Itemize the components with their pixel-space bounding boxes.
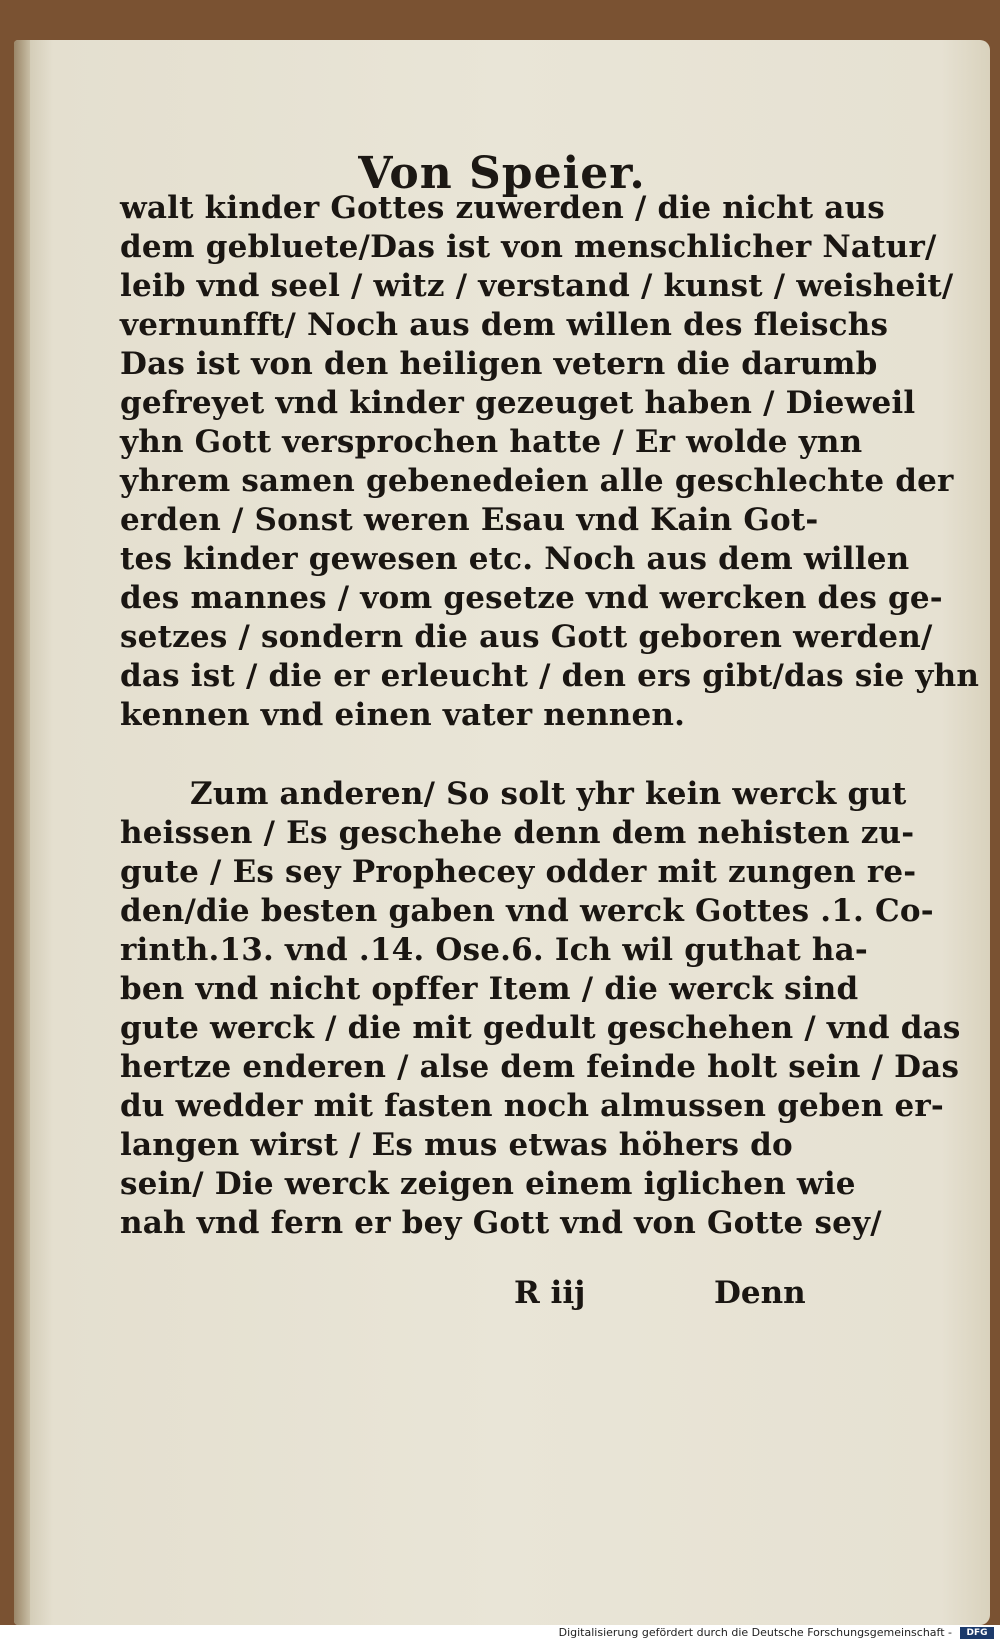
text-line: erden / Sonst weren Esau vnd Kain Got-: [120, 502, 819, 538]
text-line: dem gebluete/Das ist von menschlicher Natur/: [120, 229, 937, 265]
text-line: den/die besten gaben vnd werck Gottes .1. Co-: [120, 893, 934, 929]
text-line: sein/ Die werck zeigen einem iglichen wie: [120, 1166, 856, 1202]
text-line: tes kinder gewesen etc. Noch aus dem willen: [120, 541, 910, 577]
text-line: yhrem samen gebenedeien alle geschlechte der: [120, 463, 954, 499]
text-line: Das ist von den heiligen vetern die darumb: [120, 346, 878, 382]
text-line: nah vnd fern er bey Gott vnd von Gotte sey/: [120, 1205, 882, 1241]
text-line: yhn Gott versprochen hatte / Er wolde ynn: [120, 424, 863, 460]
text-line: gute / Es sey Prophecey odder mit zungen re-: [120, 854, 917, 890]
text-line: kennen vnd einen vater nennen.: [120, 697, 686, 733]
text-line: ben vnd nicht opffer Item / die werck sind: [120, 971, 859, 1007]
text-line: leib vnd seel / witz / verstand / kunst / weisheit/: [120, 268, 954, 304]
signature-mark: R iij: [514, 1275, 586, 1311]
page-gutter: [14, 40, 30, 1625]
footer-credit: Digitalisierung gefördert durch die Deutsche Forschungsgemeinschaft -: [558, 1626, 952, 1639]
text-line: gefreyet vnd kinder gezeuget haben / Dieweil: [120, 385, 916, 421]
text-line: Zum anderen/ So solt yhr kein werck gut: [190, 776, 907, 812]
text-line: hertze enderen / alse dem feinde holt sein / Das: [120, 1049, 960, 1085]
dfg-logo: DFG: [960, 1627, 994, 1639]
text-line: des mannes / vom gesetze vnd wercken des ge-: [120, 580, 943, 616]
text-line: du wedder mit fasten noch almussen geben er-: [120, 1088, 944, 1124]
book-page: [14, 40, 990, 1625]
text-line: langen wirst / Es mus etwas höhers do: [120, 1127, 793, 1163]
text-line: setzes / sondern die aus Gott geboren werden/: [120, 619, 933, 655]
text-line: das ist / die er erleucht / den ers gibt/das sie yhn: [120, 658, 980, 694]
text-line: vernunfft/ Noch aus dem willen des fleischs: [120, 307, 889, 343]
catchword: Denn: [714, 1275, 806, 1311]
text-line: heissen / Es geschehe denn dem nehisten zu-: [120, 815, 915, 851]
text-line: rinth.13. vnd .14. Ose.6. Ich wil guthat ha-: [120, 932, 868, 968]
text-line: gute werck / die mit gedult geschehen / vnd das: [120, 1010, 961, 1046]
running-head: Von Speier.: [358, 148, 646, 199]
text-line: walt kinder Gottes zuwerden / die nicht aus: [120, 190, 885, 226]
